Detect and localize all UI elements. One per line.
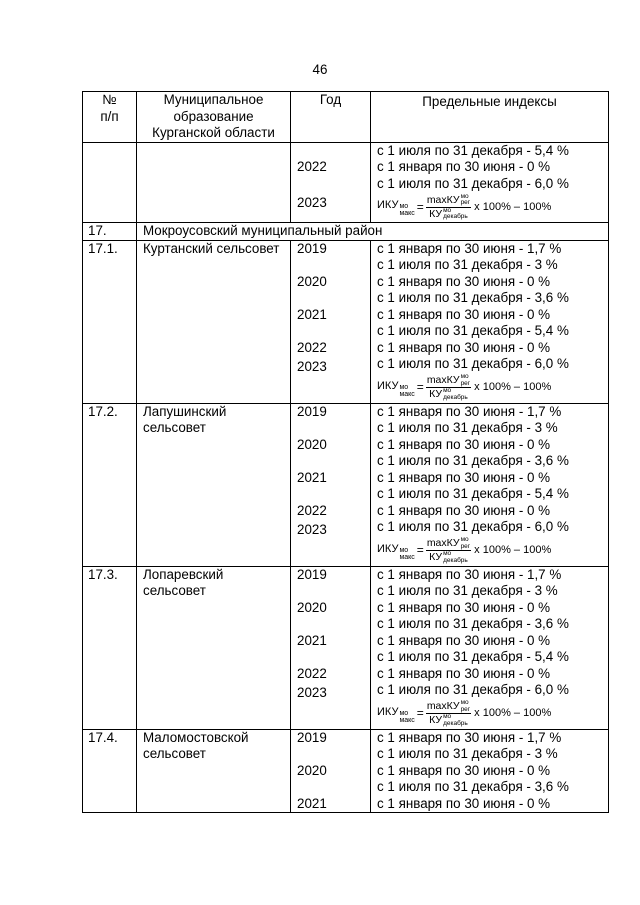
municipality-name-cont: сельсовет bbox=[143, 420, 206, 435]
year-label: 2022 bbox=[297, 340, 327, 355]
index-line: с 1 января по 30 июня - 0 % bbox=[377, 469, 551, 485]
page-number: 46 bbox=[312, 62, 328, 77]
index-line: с 1 января по 30 июня - 0 % bbox=[377, 502, 551, 518]
row-num: 17.2. bbox=[83, 403, 137, 566]
index-formula: ИКУ мо макс = maxКУ мо рег КУ мо декабрь x 100% – 100% bbox=[377, 192, 552, 220]
header-year: Год bbox=[291, 92, 371, 143]
index-line: с 1 июля по 31 декабря - 3,6 % bbox=[377, 290, 569, 305]
section-row bbox=[83, 223, 609, 241]
year-label: 2020 bbox=[297, 763, 327, 778]
row-years bbox=[291, 566, 371, 729]
municipality-name: Куртанский сельсовет bbox=[143, 240, 280, 256]
row-indices bbox=[371, 566, 609, 729]
row-num: 17.4. bbox=[83, 729, 137, 813]
year-label: 2022 bbox=[297, 666, 327, 681]
index-line: с 1 июля по 31 декабря - 5,4 % bbox=[377, 649, 569, 664]
index-line: с 1 июля по 31 декабря - 5,4 % bbox=[377, 486, 569, 501]
index-line: с 1 января по 30 июня - 0 % bbox=[377, 632, 551, 648]
continuation-years: 2022 2023 bbox=[291, 142, 371, 223]
year-label: 2019 bbox=[297, 403, 327, 419]
index-line: с 1 января по 30 июня - 0 % bbox=[377, 436, 551, 452]
year-label: 2019 bbox=[297, 566, 327, 582]
row-indices bbox=[371, 729, 609, 813]
year-label: 2023 bbox=[297, 359, 327, 374]
year-label: 2023 bbox=[297, 685, 327, 700]
row-num: 17.3. bbox=[83, 566, 137, 729]
index-line: с 1 января по 30 июня - 0 % bbox=[377, 795, 551, 811]
table-row bbox=[83, 240, 609, 403]
year-label: 2021 bbox=[297, 633, 327, 648]
header-municipality: Муниципальное образование Курганской области bbox=[137, 92, 291, 143]
index-line: с 1 июля по 31 декабря - 3 % bbox=[377, 746, 558, 761]
index-line: с 1 июля по 31 декабря - 3 % bbox=[377, 420, 558, 435]
year-label: 2022 bbox=[297, 503, 327, 518]
index-line: с 1 июля по 31 декабря - 6,0 % bbox=[377, 682, 569, 697]
municipality-name-cont: сельсовет bbox=[143, 583, 206, 598]
table-row bbox=[83, 403, 609, 566]
year-label: 2019 bbox=[297, 240, 327, 256]
index-line: с 1 января по 30 июня - 0 % bbox=[377, 306, 551, 322]
index-line: с 1 июля по 31 декабря - 3 % bbox=[377, 583, 558, 598]
index-line: с 1 января по 30 июня - 1,7 % bbox=[377, 729, 562, 745]
index-line: с 1 января по 30 июня - 1,7 % bbox=[377, 403, 562, 419]
year-label: 2020 bbox=[297, 437, 327, 452]
index-formula: ИКУ мо макс = maxКУ мо рег КУ мо декабрь x 100% – 100% bbox=[377, 373, 552, 401]
index-line: с 1 июля по 31 декабря - 6,0 % bbox=[377, 519, 569, 534]
row-years bbox=[291, 729, 371, 813]
continuation-row bbox=[83, 142, 609, 223]
index-line: с 1 января по 30 июня - 0 % bbox=[377, 339, 551, 355]
index-line: с 1 января по 30 июня - 0 % bbox=[377, 599, 551, 615]
row-municipality bbox=[137, 566, 291, 729]
section-num: 17. bbox=[83, 223, 137, 241]
year-label: 2021 bbox=[297, 470, 327, 485]
indices-table bbox=[82, 91, 609, 813]
year-label: 2021 bbox=[297, 307, 327, 322]
index-line: с 1 января по 30 июня - 0 % bbox=[377, 762, 551, 778]
table-row bbox=[83, 729, 609, 813]
table-header-row bbox=[83, 92, 609, 143]
row-years bbox=[291, 240, 371, 403]
year-label: 2023 bbox=[297, 522, 327, 537]
year-label: 2021 bbox=[297, 796, 327, 811]
index-line: с 1 июля по 31 декабря - 5,4 % bbox=[377, 323, 569, 338]
row-num: 17.1. bbox=[83, 240, 137, 403]
index-line: с 1 июля по 31 декабря - 3,6 % bbox=[377, 616, 569, 631]
row-municipality bbox=[137, 729, 291, 813]
continuation-indices: с 1 июля по 31 декабря - 5,4 % с 1 января по 30 июня - 0 % с 1 июля по 31 декабря - 6,0 % ИКУ мо макс = maxКУ мо рег КУ мо декабрь x 100% – 100% bbox=[371, 142, 609, 223]
municipality-name: Маломостовской bbox=[143, 729, 249, 745]
municipality-name-cont: сельсовет bbox=[143, 746, 206, 761]
section-name: Мокроусовский муниципальный район bbox=[137, 223, 609, 241]
index-line: с 1 июля по 31 декабря - 3 % bbox=[377, 257, 558, 272]
row-municipality bbox=[137, 403, 291, 566]
index-line: с 1 июля по 31 декабря - 3,6 % bbox=[377, 779, 569, 794]
municipality-name: Лапушинский bbox=[143, 403, 227, 419]
index-line: с 1 января по 30 июня - 0 % bbox=[377, 665, 551, 681]
municipality-name: Лопаревский bbox=[143, 566, 224, 582]
index-line: с 1 января по 30 июня - 0 % bbox=[377, 273, 551, 289]
index-formula: ИКУ мо макс = maxКУ мо рег КУ мо декабрь x 100% – 100% bbox=[377, 699, 552, 727]
year-label: 2020 bbox=[297, 274, 327, 289]
year-label: 2019 bbox=[297, 729, 327, 745]
index-line: с 1 января по 30 июня - 1,7 % bbox=[377, 566, 562, 582]
row-municipality bbox=[137, 240, 291, 403]
index-line: с 1 июля по 31 декабря - 3,6 % bbox=[377, 453, 569, 468]
header-indices: Предельные индексы bbox=[371, 92, 609, 143]
index-formula: ИКУ мо макс = maxКУ мо рег КУ мо декабрь x 100% – 100% bbox=[377, 536, 552, 564]
header-num: № п/п bbox=[83, 92, 137, 143]
table-row bbox=[83, 566, 609, 729]
row-years bbox=[291, 403, 371, 566]
row-indices bbox=[371, 403, 609, 566]
year-label: 2020 bbox=[297, 600, 327, 615]
row-indices bbox=[371, 240, 609, 403]
index-line: с 1 июля по 31 декабря - 6,0 % bbox=[377, 356, 569, 371]
index-line: с 1 января по 30 июня - 1,7 % bbox=[377, 240, 562, 256]
